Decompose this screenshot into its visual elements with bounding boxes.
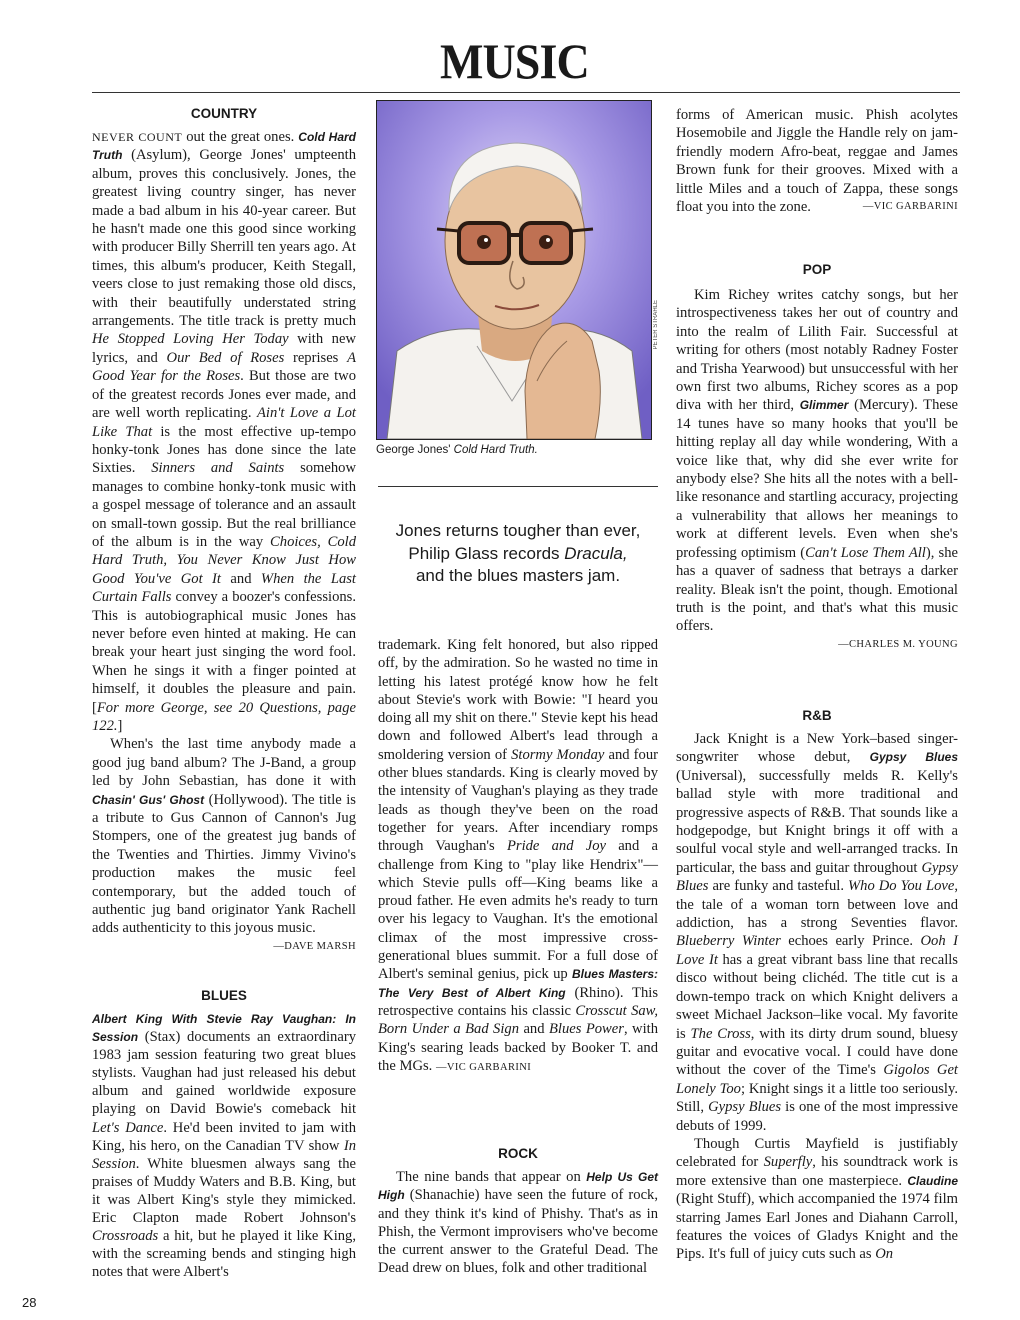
byline: —VIC GARBARINI [435,1061,532,1073]
byline: —CHARLES M. YOUNG [838,638,958,650]
byline: —VIC GARBARINI [862,201,958,213]
portrait-image [377,101,651,439]
album-title: Glimmer [799,398,849,413]
rnb-column [676,730,958,1264]
pop-paragraph: Kim Richey writes catchy songs, but her introspectiveness takes her out of country and into the realm of Lilith Fair. Successful at writing for others (most notably Radney Foster and Trisha Yearwood) but unsuccessful with her own first two albums, Richey scores as a pop diva with her third, Glimmer (Mercury). These 14 tunes have so many hooks that you'll be hitting replay all day while wondering, With a voice like that, why did she ever write for anybody else? She hits all the notes with a bell-like resonance and startling accuracy, projecting a vulnerability that allows her meanings to work at different levels. Even when she's professing optimism (Can't Lose Them All), she has a quaver of sadness that betrays a darker reality. Bleak isn't the point, though. Emotional truth is the point, and that's what this music offers. —CHARLES M. YOUNG [676,286,958,636]
header-rule [92,92,960,93]
george-jones-illustration [376,100,652,440]
rock-continued-column [676,106,958,216]
byline: —DAVE MARSH [273,940,356,952]
album-title: Gypsy Blues [869,750,958,765]
page-title: MUSIC [440,33,589,89]
country-paragraph-2: When's the last time anybody made a good jug band album? The J-Band, a group led by John Sebastian, has done it with Chasin' Gus' Ghost (Hollywood). The title is a tribute to Gus Cannon of Cannon's Jug Stompers, one of the greatest jug bands of the Twenties and Thirties. Jimmy Vivino's production makes the music feel contemporary, but the added touch of authentic jug band originator Yank Rachell adds authenticity to this joyous music. —DAVE MARSH [92,735,356,937]
country-paragraph-1: NEVER COUNT out the great ones. Cold Hard Truth (Asylum), George Jones' umpteenth album, proves this conclusively. Jones, the greatest living country singer, has never made a bad album in his 40-year career. But he hasn't made one this good since working with producer Billy Sherrill ten years ago. At times, this album's producer, Keith Stegall, veers close to just remaking those old discs, with their beautifully understated string arrangements. The title track is pretty much He Stopped Loving Her Today with new lyrics, and Our Bed of Roses reprises A Good Year for the Roses. But those are two of the greatest records Jones ever made, and are well worth replicating. Ain't Love a Lot Like That is the most effective up-tempo honky-tonk Jones has done since the late Sixties. Sinners and Saints somehow manages to combine honky-tonk music with a gospel message of tolerance and an assault on small-town gossip. But the real brilliance of the album is in the way Choices, Cold Hard Truth, You Never Know Just How Good You've Got It and When the Last Curtain Falls convey a boozer's confessions. This is autobiographical music Jones has never before even hinted at making. He can break your heart just singing the word fool. When he sings it with a finger pointed at himself, it doubles the pleasure and pain. [For more George, see 20 Questions, page 122.] [92,129,357,734]
pop-heading: POP [802,262,832,277]
country-column [92,128,356,956]
pop-column [676,286,958,654]
blues-continued-column [378,636,658,1077]
album-title: Cold Hard Truth [92,130,356,163]
rnb-heading: R&B [802,708,832,723]
album-title: Help Us Get High [378,1170,658,1203]
album-title: Chasin' Gus' Ghost [92,792,205,807]
rock-continued-paragraph: forms of American music. Phish acolytes Hosemobile and Jiggle the Handle rely on jam-friendly modern Afro-beat, reggae and James Brown funk for their grooves. Mixed with a little Miles and a touch of Zappa, these songs float you into the zone. —VIC GARBARINI [676,107,958,216]
deck-rule-top [378,486,658,487]
blues-continued-paragraph: trademark. King felt honored, but also ripped off, by the admiration. So he wasted no time in letting his latest protégé know how he felt about Stevie's work with Bowie: "I heard you doing all my shit on there." Stevie kept his head down and followed Albert's lead through a smoldering version of Stormy Monday and four other blues standards. King is clearly moved by the intensity of Vaughan's playing as they trade leads as though they've been on the road together for years. After incendiary romps through Vaughan's Pride and Joy and a challenge from King to "play like Hendrix"—which Stevie pulls off—King beams like a proud father. He even admits he's ready to turn over his legacy to Vaughan. It's the emotional climax of the most impressive cross-generational blues summit. For a full dose of Albert's seminal genius, pick up Blues Masters: The Very Best of Albert King (Rhino). This retrospective contains his classic Crosscut Saw, Born Under a Bad Sign and Blues Power, with King's searing leads backed by Booker T. and the MGs. —VIC GARBARINI [378,637,658,1074]
blues-paragraph: Albert King With Stevie Ray Vaughan: In Session (Stax) documents an extraordinary 1983 jam session featuring two great blues stylists. Vaughan had just released his debut album and gained worldwide exposure playing on David Bowie's comeback hit Let's Dance. He'd been invited to jam with King, his hero, on the Canadian TV show In Session. White bluesmen always sang the praises of Muddy Waters and B.B. King, but it was Albert King's style they mimicked. Eric Clapton made Robert Johnson's Crossroads a hit, but he played it like King, with the screaming bends and stinging high notes that were Albert's [92,1012,356,1281]
rock-heading: ROCK [498,1146,538,1161]
deck-pullquote: Jones returns tougher than ever, Philip Glass records Dracula, and the blues masters jam. [395,521,641,585]
rnb-paragraph-1: Jack Knight is a New York–based singer-songwriter whose debut, Gypsy Blues (Universal), successfully melds R. Kelly's ballad style with more traditional and progressive aspects of R&B. That sounds like a hodgepodge, but Knight brings it off with a soulful vocal style and well-arranged tracks. In particular, the bass and guitar throughout Gypsy Blues are funky and tasteful. Who Do You Love, the tale of a woman torn between love and addiction, has a strong Seventies flavor. Blueberry Winter echoes early Prince. Ooh I Love It has a great vibrant bass line that recalls disco without being clichéd. The title cut is a down-tempo track on which Knight delivers a sweet Michael Jackson–like vocal. My favorite is The Cross, with its dirty drum sound, bluesy guitar and evocative vocal. I could have done without the cover of the Time's Gigolos Get Lonely Too; Knight sings it a little too seriously. Still, Gypsy Blues is one of the most impressive debuts of 1999. [676,731,958,1134]
rock-paragraph: The nine bands that appear on Help Us Get High (Shanachie) have seen the future of rock, and they think it's kind of Phishy. That's as in Phish, the Vermont improvisers who've become the current answer to the Grateful Dead. The Dead drew on blues, folk and other traditional [378,1169,658,1277]
album-title: Claudine [907,1173,958,1188]
country-heading: COUNTRY [190,106,258,121]
illustration-credit: PETER STRAHLE [653,300,659,350]
rock-column [378,1168,658,1278]
illustration-caption: George Jones' Cold Hard Truth. [376,444,538,456]
blues-column [92,1010,356,1281]
blues-heading: BLUES [201,988,247,1003]
rnb-paragraph-2: Though Curtis Mayfield is justifiably celebrated for Superfly, his soundtrack work is more extensive than one masterpiece. Claudine (Right Stuff), which accompanied the 1974 film starring James Earl Jones and Diahann Carroll, features the voices of Gladys Knight and the Pips. It's full of juicy cuts such as On [676,1135,958,1263]
album-title: Blues Masters: The Very Best of Albert King [378,967,658,1000]
album-title: Albert King With Stevie Ray Vaughan: In Session [92,1012,356,1045]
page-number: 28 [22,1295,37,1310]
